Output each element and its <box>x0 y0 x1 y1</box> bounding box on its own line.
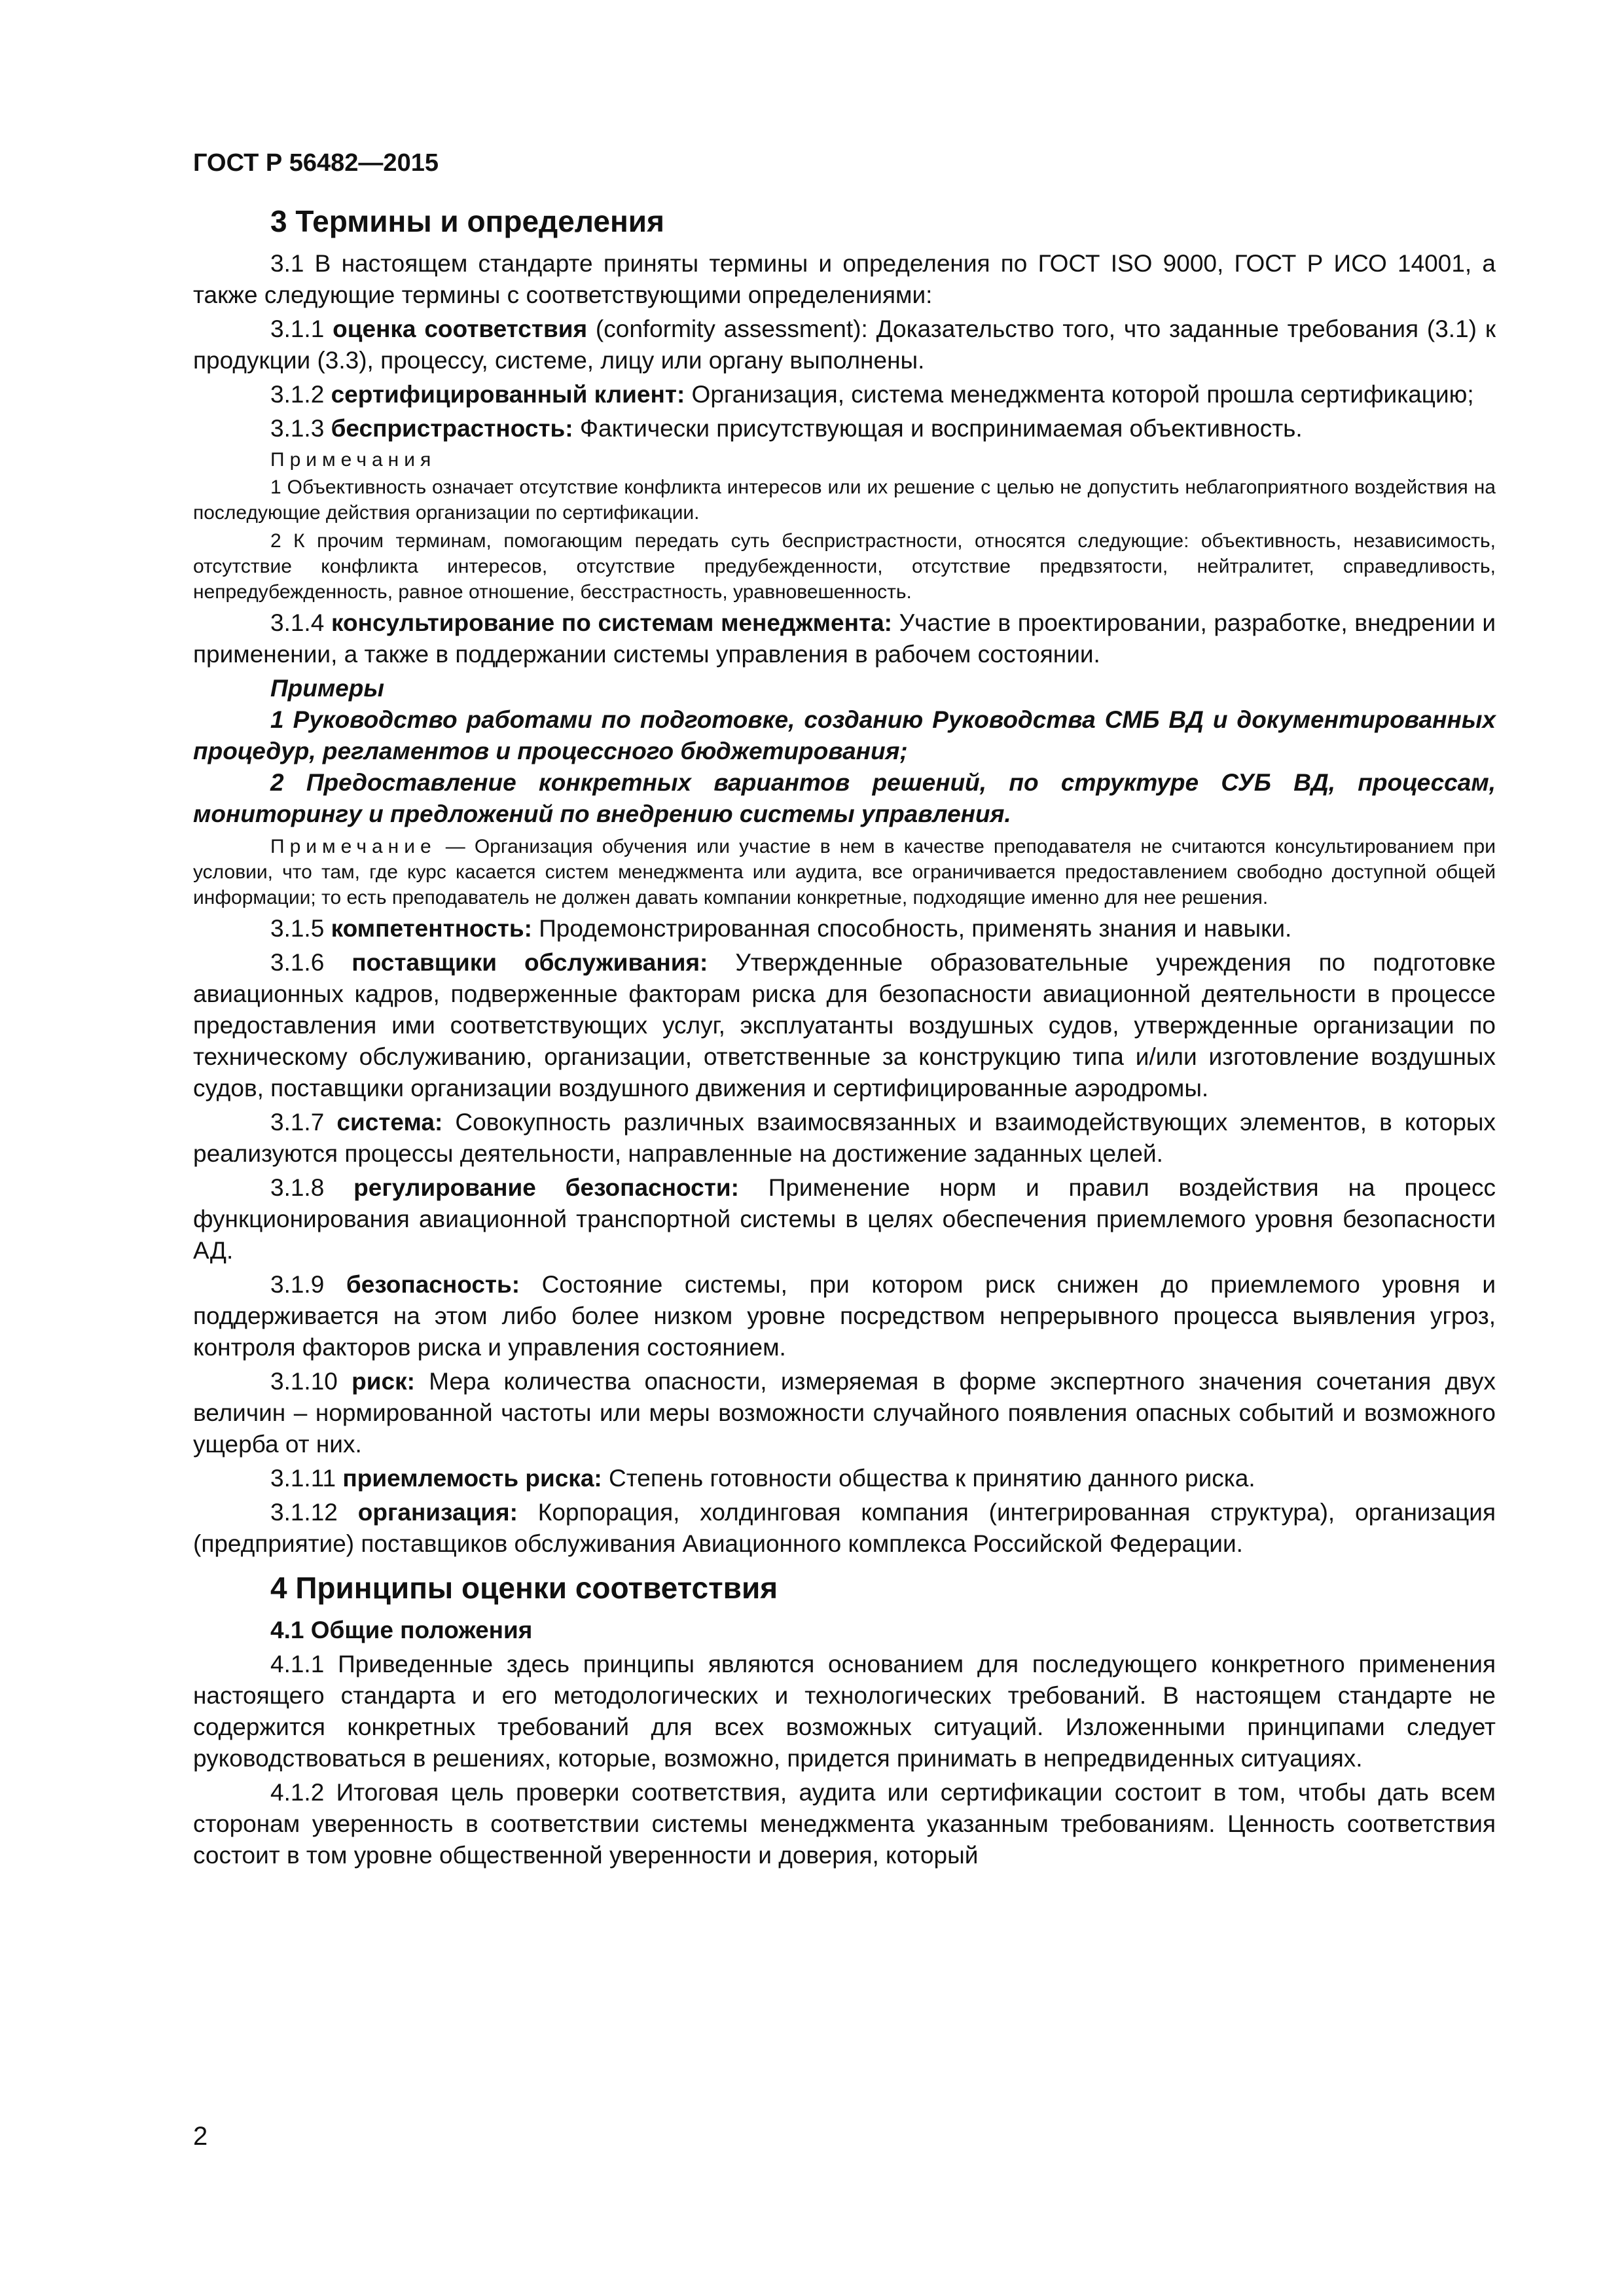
term-definition: Фактически присутствующая и воспринимаемая объективность. <box>573 415 1303 442</box>
term-definition: Организация, система менеджмента которой прошла сертификацию; <box>685 381 1474 408</box>
term-3-1-4 <box>193 607 1496 670</box>
section-3-title: 3 Термины и определения <box>270 204 664 238</box>
term-number: 3.1.3 <box>270 415 325 442</box>
term-name: приемлемость риска: <box>342 1465 602 1492</box>
term-3-1-1 <box>193 314 1496 376</box>
term-number: 3.1.7 <box>270 1109 325 1136</box>
term-name: консультирование по системам менеджмента: <box>331 609 892 636</box>
section-4-title: 4 Принципы оценки соответствия <box>270 1571 778 1605</box>
examples-heading: Примеры <box>270 675 384 702</box>
term-name: безопасность: <box>346 1271 520 1298</box>
term-3-1-7 <box>193 1107 1496 1170</box>
term-number: 3.1.5 <box>270 915 325 942</box>
term-definition: Состояние системы, при котором риск снижен до приемлемого уровня и поддерживается на этом либо более низком уровне посредством непрерывного процесса выявления угроз, контроля факторов риска и управления состоянием. <box>193 1271 1496 1361</box>
term-name: организация: <box>357 1499 518 1526</box>
page-number: 2 <box>193 2122 208 2151</box>
term-name: беспристрастность: <box>331 415 573 442</box>
note-label: Примечание <box>270 836 437 857</box>
term-number: 3.1.6 <box>270 949 325 976</box>
term-3-1-6 <box>193 947 1496 1104</box>
paragraph-4-1-2: 4.1.2 Итоговая цель проверки соответствия, аудита или сертификации состоит в том, чтобы дать всем сторонам уверенность в соответствии системы менеджмента указанным требованиям. Ценность соответствия состоит в том уровне общественной уверенности и доверия, который <box>193 1779 1496 1869</box>
document-page <box>193 147 1496 1874</box>
term-name: поставщики обслуживания: <box>352 949 708 976</box>
term-definition: Мера количества опасности, измеряемая в форме экспертного значения сочетания двух величин – нормированной частоты или меры возможности случайного появления опасных событий и возможного ущерба от них. <box>193 1368 1496 1458</box>
term-definition: Участие в проектировании, разработке, внедрении и применении, а также в поддержании системы управления в рабочем состоянии. <box>193 609 1496 668</box>
term-number: 3.1.11 <box>270 1465 336 1492</box>
term-number: 3.1.2 <box>270 381 325 408</box>
note-item: 1 Объективность означает отсутствие конфликта интересов или их решение с целью не допустить неблагоприятного воздействия на последующие действия организации по сертификации. <box>193 476 1496 524</box>
section-3-1-intro: 3.1 В настоящем стандарте приняты термины и определения по ГОСТ ISO 9000, ГОСТ Р ИСО 14001, а также следующие термины с соответствующими определениями: <box>193 250 1496 308</box>
term-name: оценка соответствия <box>333 315 588 342</box>
term-definition: Совокупность различных взаимосвязанных и взаимодействующих элементов, в которых реализуются процессы деятельности, направленные на достижение заданных целей. <box>193 1109 1496 1167</box>
term-name: компетентность: <box>331 915 532 942</box>
term-3-1-5 <box>193 913 1496 944</box>
term-number: 3.1.9 <box>270 1271 325 1298</box>
term-name: риск: <box>352 1368 415 1395</box>
term-3-1-3 <box>193 413 1496 444</box>
example-item: 1 Руководство работами по подготовке, созданию Руководства СМБ ВД и документированных процедур, регламентов и процессного бюджетирования; <box>193 706 1496 764</box>
document-code-header: ГОСТ Р 56482—2015 <box>193 149 439 177</box>
notes-heading: Примечания <box>270 449 437 471</box>
term-3-1-2 <box>193 379 1496 410</box>
term-3-1-10 <box>193 1366 1496 1460</box>
note-text: — Организация обучения или участие в нем в качестве преподавателя не считаются консультированием при условии, что там, где курс касается систем менеджмента или аудита, все ограничивается предоставлением свободно доступной общей информации; то есть преподаватель не должен давать компании конкретные, подходящие именно для нее решения. <box>193 836 1496 908</box>
term-name: система: <box>336 1109 443 1136</box>
term-name: регулирование безопасности: <box>353 1174 739 1201</box>
term-definition: Утвержденные образовательные учреждения по подготовке авиационных кадров, подверженные факторам риска для безопасности авиационной деятельности в процессе предоставления ими соответствующих услуг, эксплуатанты воздушных судов, утвержденные организации по техническому обслуживанию, организации, ответственные за конструкцию типа и/или изготовление воздушных судов, поставщики организации воздушного движения и сертифицированные аэродромы. <box>193 949 1496 1102</box>
term-definition: Продемонстрированная способность, применять знания и навыки. <box>532 915 1292 942</box>
section-4-1-title: 4.1 Общие положения <box>270 1617 533 1643</box>
term-number: 3.1.12 <box>270 1499 338 1526</box>
term-number: 3.1.4 <box>270 609 325 636</box>
term-3-1-8 <box>193 1172 1496 1266</box>
term-3-1-9 <box>193 1269 1496 1363</box>
note-item: 2 К прочим терминам, помогающим передать суть беспристрастности, относятся следующие: объективность, независимость, отсутствие конфликта интересов, отсутствие предубежденности, отсутствие предвзятости, нейтралитет, справедливость, непредубежденность, равное отношение, бесстрастность, уравновешенность. <box>193 530 1496 603</box>
term-definition: Применение норм и правил воздействия на процесс функционирования авиационной транспортной системы в целях обеспечения приемлемого уровня безопасности АД. <box>193 1174 1496 1264</box>
term-definition: Степень готовности общества к принятию данного риска. <box>602 1465 1255 1492</box>
example-item: 2 Предоставление конкретных вариантов решений, по структуре СУБ ВД, процессам, мониторингу и предложений по внедрению системы управления. <box>193 769 1496 827</box>
term-3-1-12 <box>193 1497 1496 1560</box>
term-3-1-11 <box>193 1463 1496 1494</box>
term-number: 3.1.8 <box>270 1174 325 1201</box>
paragraph-4-1-1: 4.1.1 Приведенные здесь принципы являются основанием для последующего конкретного применения настоящего стандарта и его методологических и технологических требований. В настоящем стандарте не содержится конкретных требований для всех возможных ситуаций. Изложенными принципами следует руководствоваться в решениях, которые, возможно, придется принимать в непредвиденных ситуациях. <box>193 1651 1496 1772</box>
term-name: сертифицированный клиент: <box>331 381 685 408</box>
term-number: 3.1.10 <box>270 1368 338 1395</box>
term-definition: Корпорация, холдинговая компания (интегрированная структура), организация (предприятие) поставщиков обслуживания Авиационного комплекса Российской Федерации. <box>193 1499 1496 1557</box>
term-number: 3.1.1 <box>270 315 325 342</box>
term-definition: (conformity assessment): Доказательство того, что заданные требования (3.1) к продукции (3.3), процессу, системе, лицу или органу выполнены. <box>193 315 1496 374</box>
note-3-1-4 <box>193 834 1496 910</box>
